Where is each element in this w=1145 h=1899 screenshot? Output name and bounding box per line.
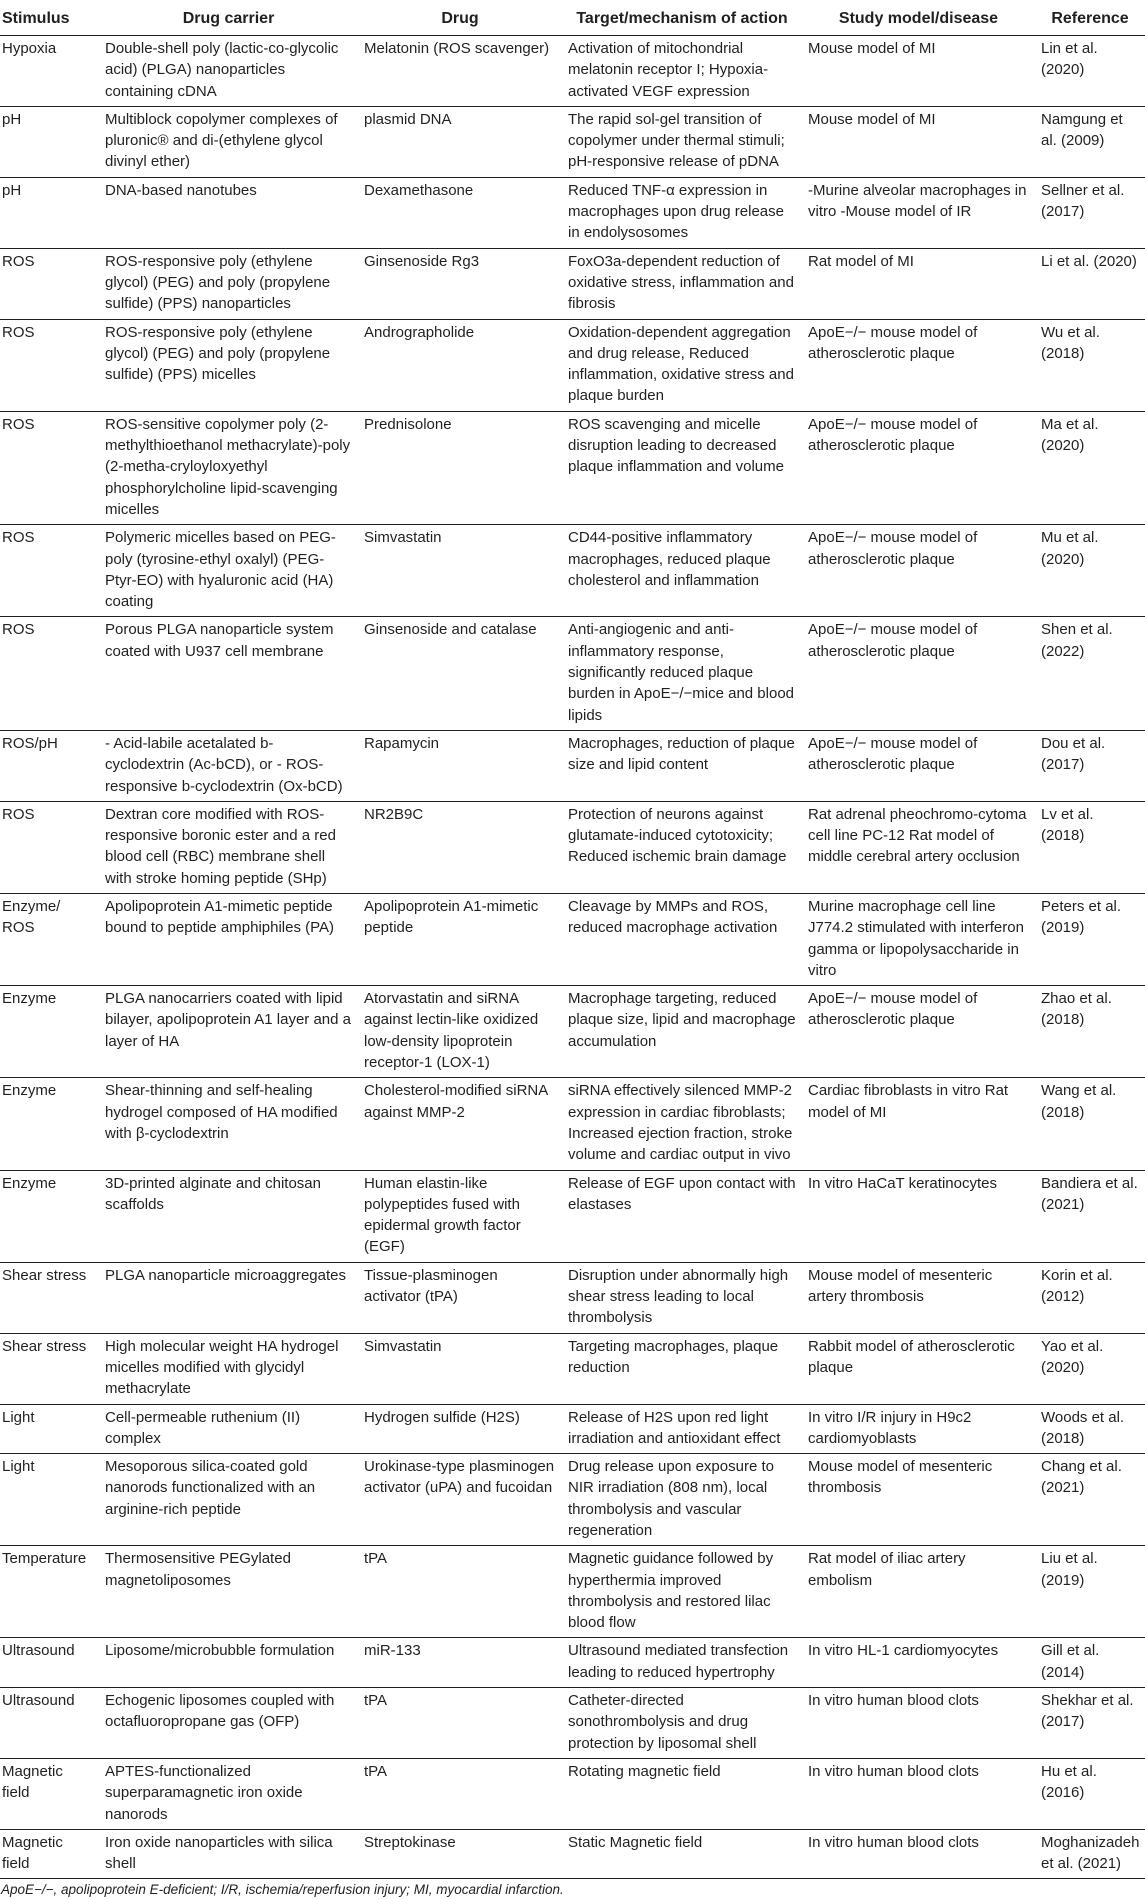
cell-stimulus: ROS bbox=[0, 525, 99, 617]
cell-drug: miR-133 bbox=[358, 1638, 562, 1688]
cell-stimulus: Shear stress bbox=[0, 1333, 99, 1404]
cell-stimulus: Light bbox=[0, 1454, 99, 1546]
cell-mechanism: The rapid sol-gel transition of copolymer under thermal stimuli; pH-responsive release of pDNA bbox=[562, 106, 802, 177]
cell-drug-carrier: Iron oxide nanoparticles with silica shell bbox=[99, 1829, 358, 1879]
cell-study-model: Rabbit model of atherosclerotic plaque bbox=[802, 1333, 1035, 1404]
cell-reference: Chang et al. (2021) bbox=[1035, 1454, 1145, 1546]
cell-drug-carrier: DNA-based nanotubes bbox=[99, 177, 358, 248]
cell-reference: Sellner et al. (2017) bbox=[1035, 177, 1145, 248]
cell-drug-carrier: Cell-permeable ruthenium (II) complex bbox=[99, 1404, 358, 1454]
cell-stimulus: ROS bbox=[0, 617, 99, 730]
cell-drug-carrier: Multiblock copolymer complexes of pluronic® and di-(ethylene glycol divinyl ether) bbox=[99, 106, 358, 177]
cell-drug-carrier: Polymeric micelles based on PEG-poly (tyrosine-ethyl oxalyl) (PEG-Ptyr-EO) with hyaluronic acid (HA) coating bbox=[99, 525, 358, 617]
cell-mechanism: ROS scavenging and micelle disruption leading to decreased plaque inflammation and volume bbox=[562, 411, 802, 524]
cell-drug: Ginsenoside Rg3 bbox=[358, 248, 562, 319]
cell-drug: Apolipoprotein A1-mimetic peptide bbox=[358, 893, 562, 985]
cell-drug-carrier: - Acid-labile acetalated b-cyclodextrin (Ac-bCD), or - ROS-responsive b-cyclodextrin (Ox-bCD) bbox=[99, 730, 358, 801]
table-row bbox=[0, 106, 1145, 177]
cell-drug: Dexamethasone bbox=[358, 177, 562, 248]
cell-study-model: In vitro HaCaT keratinocytes bbox=[802, 1170, 1035, 1262]
cell-mechanism: Reduced TNF-α expression in macrophages upon drug release in endolysosomes bbox=[562, 177, 802, 248]
cell-drug-carrier: ROS-responsive poly (ethylene glycol) (PEG) and poly (propylene sulfide) (PPS) micelles bbox=[99, 319, 358, 411]
table-header-row bbox=[0, 0, 1145, 36]
cell-mechanism: CD44-positive inflammatory macrophages, reduced plaque cholesterol and inflammation bbox=[562, 525, 802, 617]
cell-drug: Simvastatin bbox=[358, 525, 562, 617]
cell-drug-carrier: Apolipoprotein A1-mimetic peptide bound to peptide amphiphiles (PA) bbox=[99, 893, 358, 985]
table-row bbox=[0, 893, 1145, 985]
cell-drug-carrier: Thermosensitive PEGylated magnetoliposomes bbox=[99, 1546, 358, 1638]
cell-stimulus: Shear stress bbox=[0, 1262, 99, 1333]
cell-study-model: ApoE−/− mouse model of atherosclerotic plaque bbox=[802, 525, 1035, 617]
cell-stimulus: Enzyme bbox=[0, 1170, 99, 1262]
cell-mechanism: Oxidation-dependent aggregation and drug release, Reduced inflammation, oxidative stress and plaque burden bbox=[562, 319, 802, 411]
cell-drug-carrier: PLGA nanocarriers coated with lipid bilayer, apolipoprotein A1 layer and a layer of HA bbox=[99, 986, 358, 1078]
cell-drug: tPA bbox=[358, 1758, 562, 1829]
cell-drug-carrier: Echogenic liposomes coupled with octafluoropropane gas (OFP) bbox=[99, 1688, 358, 1759]
cell-study-model: ApoE−/− mouse model of atherosclerotic plaque bbox=[802, 730, 1035, 801]
cell-study-model: ApoE−/− mouse model of atherosclerotic plaque bbox=[802, 617, 1035, 730]
table-row bbox=[0, 986, 1145, 1078]
cell-drug-carrier: PLGA nanoparticle microaggregates bbox=[99, 1262, 358, 1333]
cell-reference: Moghanizadeh et al. (2021) bbox=[1035, 1829, 1145, 1879]
cell-drug: plasmid DNA bbox=[358, 106, 562, 177]
cell-study-model: Murine macrophage cell line J774.2 stimulated with interferon gamma or lipopolysaccharide in vitro bbox=[802, 893, 1035, 985]
cell-drug: Prednisolone bbox=[358, 411, 562, 524]
cell-mechanism: Rotating magnetic field bbox=[562, 1758, 802, 1829]
cell-reference: Bandiera et al. (2021) bbox=[1035, 1170, 1145, 1262]
table-row bbox=[0, 617, 1145, 730]
cell-mechanism: siRNA effectively silenced MMP-2 expression in cardiac fibroblasts; Increased ejection fraction, stroke volume and cardiac output in vivo bbox=[562, 1078, 802, 1170]
cell-drug: tPA bbox=[358, 1546, 562, 1638]
cell-drug-carrier: ROS-responsive poly (ethylene glycol) (PEG) and poly (propylene sulfide) (PPS) nanoparticles bbox=[99, 248, 358, 319]
table-row bbox=[0, 36, 1145, 107]
cell-stimulus: pH bbox=[0, 106, 99, 177]
cell-study-model: Mouse model of MI bbox=[802, 36, 1035, 107]
cell-reference: Ma et al. (2020) bbox=[1035, 411, 1145, 524]
cell-reference: Peters et al. (2019) bbox=[1035, 893, 1145, 985]
cell-stimulus: ROS bbox=[0, 319, 99, 411]
cell-study-model: Mouse model of mesenteric thrombosis bbox=[802, 1454, 1035, 1546]
cell-mechanism: Static Magnetic field bbox=[562, 1829, 802, 1879]
cell-drug: Melatonin (ROS scavenger) bbox=[358, 36, 562, 107]
cell-stimulus: Magnetic field bbox=[0, 1758, 99, 1829]
table-body bbox=[0, 36, 1145, 1879]
cell-study-model: Rat adrenal pheochromo-cytoma cell line PC-12 Rat model of middle cerebral artery occlusion bbox=[802, 801, 1035, 893]
cell-drug: NR2B9C bbox=[358, 801, 562, 893]
table-row bbox=[0, 1454, 1145, 1546]
cell-study-model: Mouse model of MI bbox=[802, 106, 1035, 177]
table-row bbox=[0, 411, 1145, 524]
cell-drug-carrier: Liposome/microbubble formulation bbox=[99, 1638, 358, 1688]
cell-mechanism: Macrophage targeting, reduced plaque size, lipid and macrophage accumulation bbox=[562, 986, 802, 1078]
table-row bbox=[0, 525, 1145, 617]
table-row bbox=[0, 1333, 1145, 1404]
table-row bbox=[0, 730, 1145, 801]
cell-study-model: Rat model of iliac artery embolism bbox=[802, 1546, 1035, 1638]
cell-drug: Andrographolide bbox=[358, 319, 562, 411]
cell-study-model: In vitro I/R injury in H9c2 cardiomyoblasts bbox=[802, 1404, 1035, 1454]
table-row bbox=[0, 1638, 1145, 1688]
cell-drug-carrier: ROS-sensitive copolymer poly (2-methylthioethanol methacrylate)-poly (2-metha-cryloyloxyethyl phosphorylcholine lipid-scavenging micelles bbox=[99, 411, 358, 524]
cell-drug: Hydrogen sulfide (H2S) bbox=[358, 1404, 562, 1454]
header-study-model: Study model/disease bbox=[802, 0, 1035, 36]
cell-reference: Wu et al. (2018) bbox=[1035, 319, 1145, 411]
table-row bbox=[0, 177, 1145, 248]
table-row bbox=[0, 319, 1145, 411]
cell-stimulus: ROS bbox=[0, 248, 99, 319]
cell-study-model: -Murine alveolar macrophages in vitro -Mouse model of IR bbox=[802, 177, 1035, 248]
cell-reference: Li et al. (2020) bbox=[1035, 248, 1145, 319]
cell-drug-carrier: 3D-printed alginate and chitosan scaffolds bbox=[99, 1170, 358, 1262]
table-row bbox=[0, 1170, 1145, 1262]
cell-reference: Korin et al. (2012) bbox=[1035, 1262, 1145, 1333]
cell-mechanism: Disruption under abnormally high shear stress leading to local thrombolysis bbox=[562, 1262, 802, 1333]
cell-study-model: Mouse model of mesenteric artery thrombosis bbox=[802, 1262, 1035, 1333]
cell-reference: Yao et al. (2020) bbox=[1035, 1333, 1145, 1404]
header-mechanism: Target/mechanism of action bbox=[562, 0, 802, 36]
cell-reference: Zhao et al. (2018) bbox=[1035, 986, 1145, 1078]
table-footnote: ApoE−/−, apolipoprotein E-deficient; I/R, ischemia/reperfusion injury; MI, myocardial infarction. bbox=[1, 1882, 564, 1898]
cell-mechanism: Release of H2S upon red light irradiation and antioxidant effect bbox=[562, 1404, 802, 1454]
cell-mechanism: Anti-angiogenic and anti-inflammatory response, significantly reduced plaque burden in ApoE−/−mice and blood lipids bbox=[562, 617, 802, 730]
cell-stimulus: Enzyme/ ROS bbox=[0, 893, 99, 985]
table-row bbox=[0, 248, 1145, 319]
cell-reference: Wang et al. (2018) bbox=[1035, 1078, 1145, 1170]
cell-stimulus: Enzyme bbox=[0, 986, 99, 1078]
cell-mechanism: Drug release upon exposure to NIR irradiation (808 nm), local thrombolysis and vascular regeneration bbox=[562, 1454, 802, 1546]
cell-stimulus: Ultrasound bbox=[0, 1638, 99, 1688]
cell-study-model: Rat model of MI bbox=[802, 248, 1035, 319]
cell-drug: Urokinase-type plasminogen activator (uPA) and fucoidan bbox=[358, 1454, 562, 1546]
header-drug-carrier: Drug carrier bbox=[99, 0, 358, 36]
cell-mechanism: Protection of neurons against glutamate-induced cytotoxicity; Reduced ischemic brain damage bbox=[562, 801, 802, 893]
cell-mechanism: Catheter-directed sonothrombolysis and drug protection by liposomal shell bbox=[562, 1688, 802, 1759]
cell-study-model: ApoE−/− mouse model of atherosclerotic plaque bbox=[802, 986, 1035, 1078]
cell-reference: Shekhar et al. (2017) bbox=[1035, 1688, 1145, 1759]
cell-stimulus: ROS bbox=[0, 801, 99, 893]
cell-mechanism: Activation of mitochondrial melatonin receptor I; Hypoxia-activated VEGF expression bbox=[562, 36, 802, 107]
cell-stimulus: ROS bbox=[0, 411, 99, 524]
table-row bbox=[0, 1688, 1145, 1759]
cell-stimulus: Light bbox=[0, 1404, 99, 1454]
cell-mechanism: FoxO3a-dependent reduction of oxidative stress, inflammation and fibrosis bbox=[562, 248, 802, 319]
cell-drug: Tissue-plasminogen activator (tPA) bbox=[358, 1262, 562, 1333]
cell-study-model: In vitro HL-1 cardiomyocytes bbox=[802, 1638, 1035, 1688]
cell-drug-carrier: Double-shell poly (lactic-co-glycolic acid) (PLGA) nanoparticles containing cDNA bbox=[99, 36, 358, 107]
table-row bbox=[0, 1262, 1145, 1333]
cell-study-model: In vitro human blood clots bbox=[802, 1829, 1035, 1879]
cell-study-model: ApoE−/− mouse model of atherosclerotic plaque bbox=[802, 319, 1035, 411]
cell-stimulus: pH bbox=[0, 177, 99, 248]
cell-drug: Streptokinase bbox=[358, 1829, 562, 1879]
table-row bbox=[0, 1546, 1145, 1638]
cell-drug-carrier: High molecular weight HA hydrogel micelles modified with glycidyl methacrylate bbox=[99, 1333, 358, 1404]
cell-reference: Lv et al. (2018) bbox=[1035, 801, 1145, 893]
cell-stimulus: Temperature bbox=[0, 1546, 99, 1638]
cell-mechanism: Magnetic guidance followed by hyperthermia improved thrombolysis and restored lilac blood flow bbox=[562, 1546, 802, 1638]
cell-reference: Liu et al. (2019) bbox=[1035, 1546, 1145, 1638]
cell-drug-carrier: APTES-functionalized superparamagnetic iron oxide nanorods bbox=[99, 1758, 358, 1829]
cell-drug: tPA bbox=[358, 1688, 562, 1759]
cell-drug: Ginsenoside and catalase bbox=[358, 617, 562, 730]
cell-stimulus: Ultrasound bbox=[0, 1688, 99, 1759]
cell-drug-carrier: Porous PLGA nanoparticle system coated with U937 cell membrane bbox=[99, 617, 358, 730]
header-reference: Reference bbox=[1035, 0, 1145, 36]
cell-mechanism: Release of EGF upon contact with elastases bbox=[562, 1170, 802, 1262]
cell-mechanism: Cleavage by MMPs and ROS, reduced macrophage activation bbox=[562, 893, 802, 985]
table-row bbox=[0, 1404, 1145, 1454]
cell-drug: Rapamycin bbox=[358, 730, 562, 801]
cell-reference: Shen et al. (2022) bbox=[1035, 617, 1145, 730]
cell-mechanism: Macrophages, reduction of plaque size and lipid content bbox=[562, 730, 802, 801]
cell-stimulus: Enzyme bbox=[0, 1078, 99, 1170]
header-stimulus: Stimulus bbox=[0, 0, 99, 36]
cell-drug: Cholesterol-modified siRNA against MMP-2 bbox=[358, 1078, 562, 1170]
cell-study-model: ApoE−/− mouse model of atherosclerotic plaque bbox=[802, 411, 1035, 524]
table-row bbox=[0, 801, 1145, 893]
cell-mechanism: Ultrasound mediated transfection leading to reduced hypertrophy bbox=[562, 1638, 802, 1688]
cell-drug-carrier: Mesoporous silica-coated gold nanorods functionalized with an arginine-rich peptide bbox=[99, 1454, 358, 1546]
cell-study-model: Cardiac fibroblasts in vitro Rat model of MI bbox=[802, 1078, 1035, 1170]
header-drug: Drug bbox=[358, 0, 562, 36]
table-row bbox=[0, 1758, 1145, 1829]
cell-drug: Atorvastatin and siRNA against lectin-like oxidized low-density lipoprotein receptor-1 (LOX-1) bbox=[358, 986, 562, 1078]
cell-stimulus: Magnetic field bbox=[0, 1829, 99, 1879]
cell-reference: Woods et al. (2018) bbox=[1035, 1404, 1145, 1454]
cell-reference: Namgung et al. (2009) bbox=[1035, 106, 1145, 177]
cell-reference: Mu et al. (2020) bbox=[1035, 525, 1145, 617]
cell-reference: Lin et al. (2020) bbox=[1035, 36, 1145, 107]
cell-stimulus: Hypoxia bbox=[0, 36, 99, 107]
cell-drug: Simvastatin bbox=[358, 1333, 562, 1404]
cell-drug-carrier: Dextran core modified with ROS-responsive boronic ester and a red blood cell (RBC) membrane shell with stroke homing peptide (SHp) bbox=[99, 801, 358, 893]
cell-stimulus: ROS/pH bbox=[0, 730, 99, 801]
cell-reference: Dou et al. (2017) bbox=[1035, 730, 1145, 801]
cell-drug: Human elastin-like polypeptides fused with epidermal growth factor (EGF) bbox=[358, 1170, 562, 1262]
cell-drug-carrier: Shear-thinning and self-healing hydrogel composed of HA modified with β-cyclodextrin bbox=[99, 1078, 358, 1170]
cell-reference: Hu et al. (2016) bbox=[1035, 1758, 1145, 1829]
table-row bbox=[0, 1829, 1145, 1879]
table-row bbox=[0, 1078, 1145, 1170]
cell-study-model: In vitro human blood clots bbox=[802, 1688, 1035, 1759]
cell-reference: Gill et al. (2014) bbox=[1035, 1638, 1145, 1688]
cell-mechanism: Targeting macrophages, plaque reduction bbox=[562, 1333, 802, 1404]
cell-study-model: In vitro human blood clots bbox=[802, 1758, 1035, 1829]
